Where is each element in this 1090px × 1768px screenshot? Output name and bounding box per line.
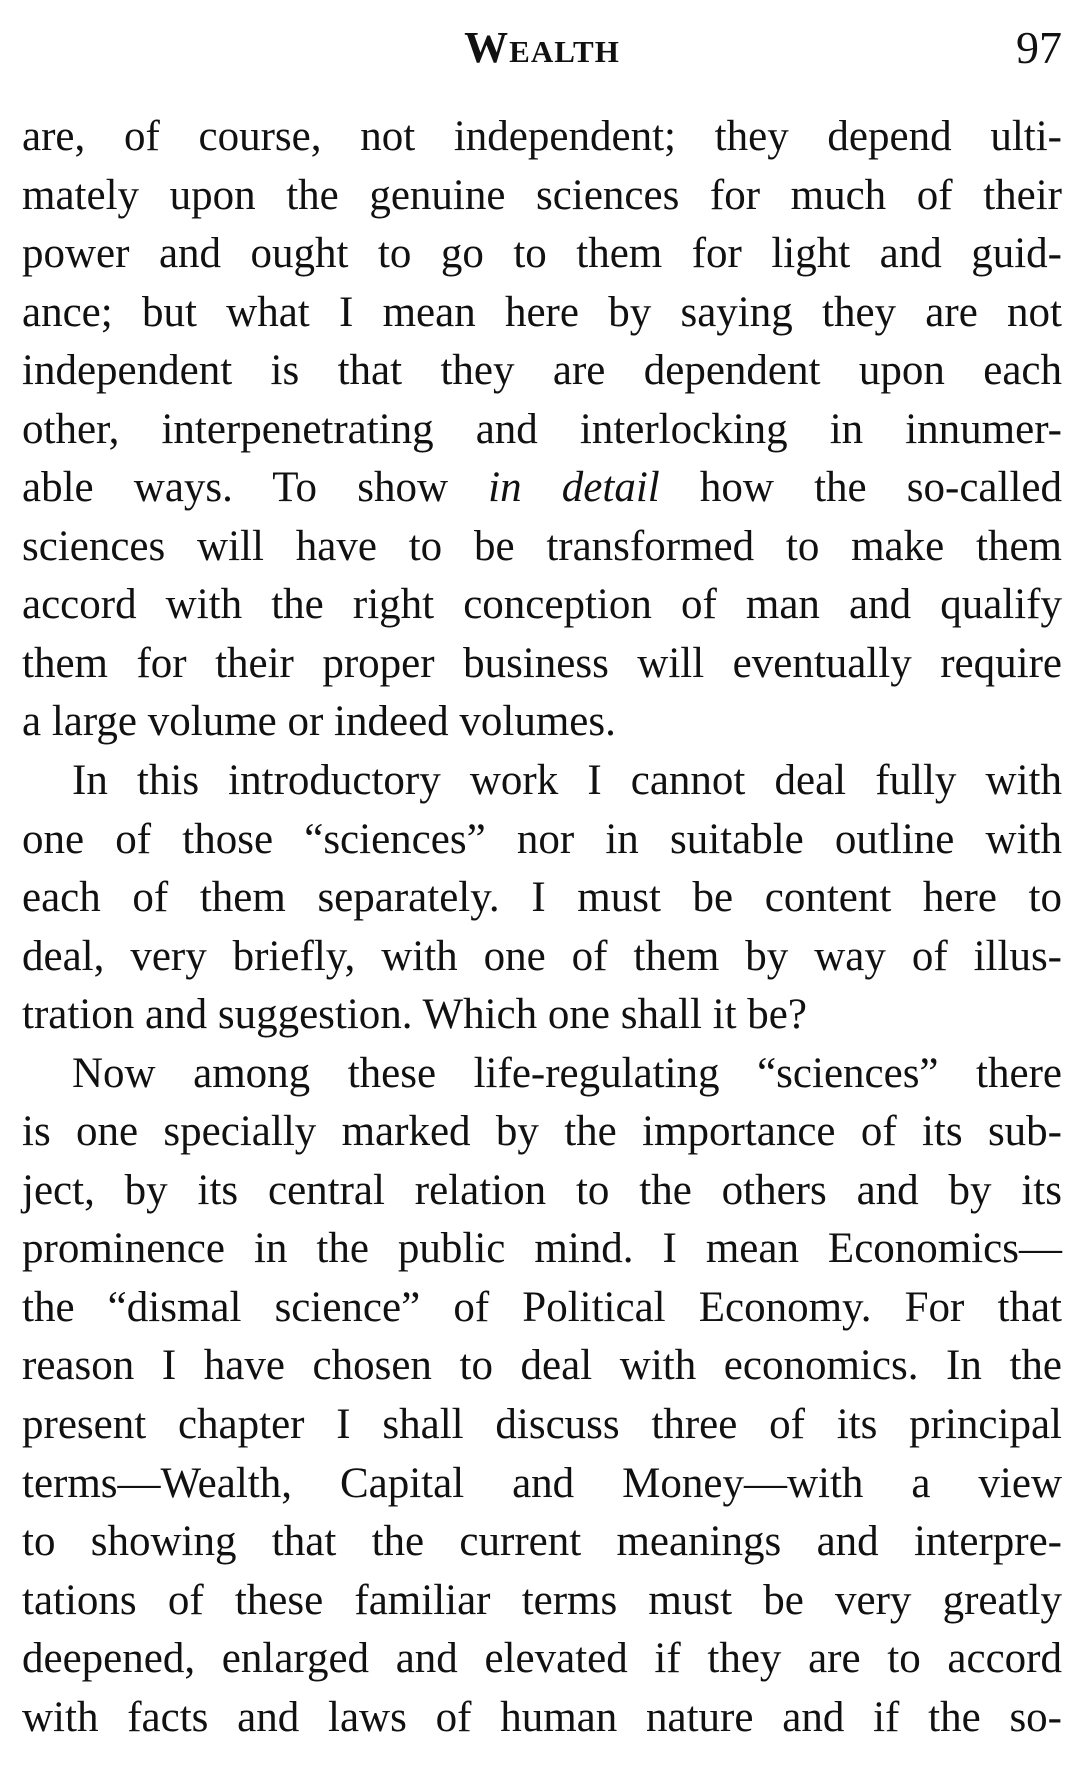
text-line: the “dismal science” of Political Economy. For that [22,1283,1062,1331]
text-line: accord with the right conception of man and qualify [22,581,1062,629]
text-line: independent is that they are dependent upon each [22,347,1062,395]
paragraph-first-line: Now among these life-regulating “sciences” there [72,1049,1062,1097]
text-line: present chapter I shall discuss three of its principal [22,1401,1062,1449]
text-line: prominence in the public mind. I mean Economics— [22,1225,1062,1273]
text-line: terms—Wealth, Capital and Money—with a view [22,1459,1062,1507]
text-line: is one specially marked by the importance of its sub- [22,1108,1062,1156]
text-line: deal, very briefly, with one of them by way of illus- [22,932,1062,980]
text-line: other, interpenetrating and interlocking in innumer- [22,405,1062,453]
text-line: ject, by its central relation to the others and by its [22,1166,1062,1214]
text-line: mately upon the genuine sciences for much of their [22,171,1062,219]
running-head [22,18,1062,78]
text-line: power and ought to go to them for light and guid- [22,230,1062,278]
text-line: sciences will have to be transformed to make them [22,522,1062,570]
text-segment: able ways. To show [22,464,489,512]
running-head-title: Wealth [464,23,620,72]
text-line-with-emphasis [22,459,1062,518]
text-line: are, of course, not independent; they depend ulti- [22,113,1062,160]
text-line: tations of these familiar terms must be very greatly [22,1576,1062,1624]
text-line: one of those “sciences” nor in suitable outline with [22,815,1062,863]
text-line: ance; but what I mean here by saying they are not [22,288,1062,336]
page-number: 97 [1016,22,1062,73]
text-line: each of them separately. I must be content here to [22,874,1062,922]
text-segment: how the so-called [659,464,1062,512]
text-line: to showing that the current meanings and interpre- [22,1518,1062,1566]
body-text [22,108,1062,1747]
text-line: reason I have chosen to deal with economics. In the [22,1342,1062,1390]
italic-emphasis: in detail [488,464,660,512]
text-line: tration and suggestion. Which one shall it be? [22,991,807,1039]
text-line: with facts and laws of human nature and if the so- [22,1693,1062,1741]
text-line: a large volume or indeed volumes. [22,698,616,746]
text-line: deepened, enlarged and elevated if they are to accord [22,1635,1062,1683]
paragraph-first-line: In this introductory work I cannot deal fully with [72,757,1062,805]
text-line: them for their proper business will eventually require [22,639,1062,687]
